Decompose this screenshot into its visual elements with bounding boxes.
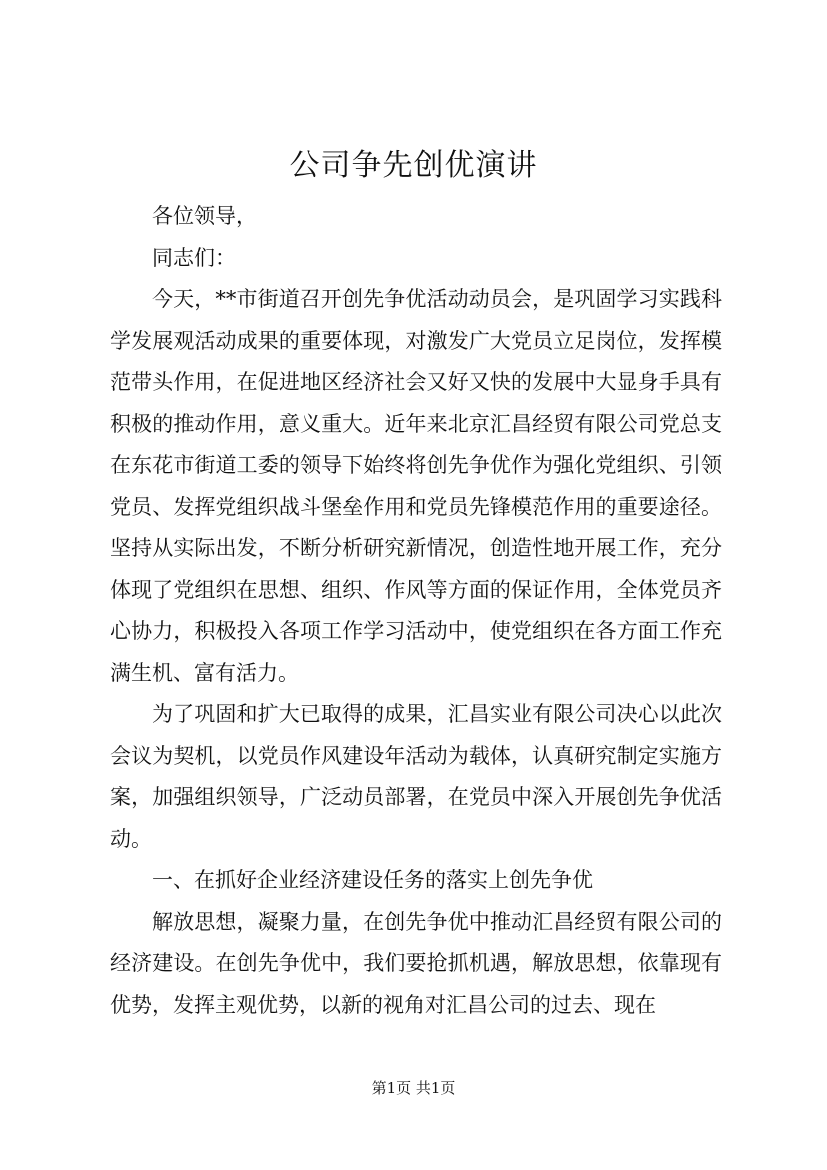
page-footer: 第1页 共1页 (371, 1079, 456, 1097)
salutation-comrades: 同志们： (152, 245, 236, 270)
section-heading-1: 一、在抓好企业经济建设任务的落实上创先争优 (152, 868, 593, 892)
salutation-leaders: 各位领导， (152, 204, 257, 228)
paragraph-section-1: 解放思想，凝聚力量，在创先争优中推动汇昌经贸有限公司的经济建设。在创先争优中，我们要抢抓机遇，解放思想，依靠现有优势，发挥主观优势，以新的视角对汇昌公司的过去、现在 (110, 909, 722, 1017)
document-title: 公司争先创优演讲 (289, 148, 538, 183)
paragraph-consolidate: 为了巩固和扩大已取得的成果，汇昌实业有限公司决心以此次会议为契机，以党员作风建设年活动为载体，认真研究制定实施方案，加强组织领导，广泛动员部署，在党员中深入开展创先争优活动。 (110, 702, 722, 851)
document-body (110, 196, 722, 1026)
paragraph-intro: 今天，**市街道召开创先争优活动动员会，是巩固学习实践科学发展观活动成果的重要体现，对激发广大党员立足岗位，发挥模范带头作用，在促进地区经济社会又好又快的发展中大显身手具有积极的推动作用，意义重大。近年来北京汇昌经贸有限公司党总支在东花市街道工委的领导下始终将创先争优作为强化党组织、引领党员、发挥党组织战斗堡垒作用和党员先锋模范作用的重要途径。坚持从实际出发，不断分析研究新情况，创造性地开展工作，充分体现了党组织在思想、组织、作风等方面的保证作用，全体党员齐心协力，积极投入各项工作学习活动中，使党组织在各方面工作充满生机、富有活力。 (110, 287, 722, 685)
